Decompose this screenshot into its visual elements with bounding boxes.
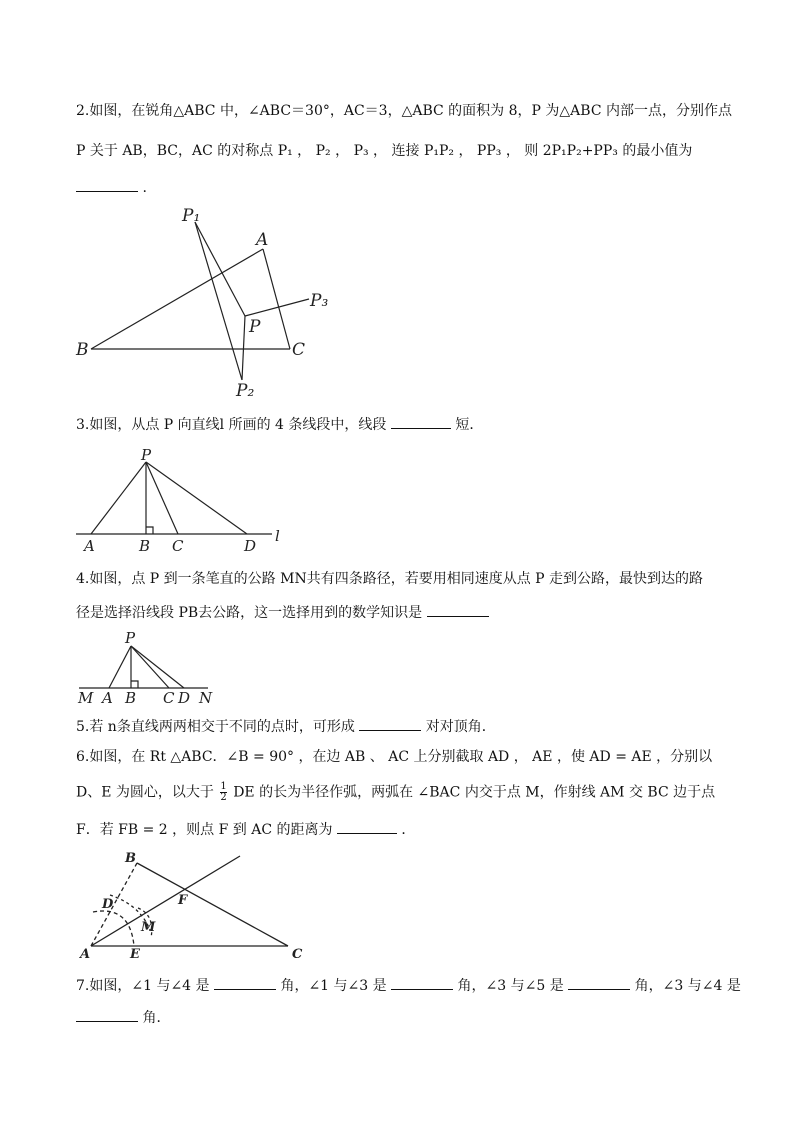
q5-text-before: 5.若 n条直线两两相交于不同的点时，可形成	[76, 719, 355, 735]
q4-line-2-text: 径是选择沿线段 PB去公路，这一选择用到的数学知识是	[76, 605, 423, 621]
q7-answer-blank-3[interactable]	[568, 975, 630, 990]
q2-label-b: B	[76, 340, 89, 360]
q6-label-f: F	[178, 893, 188, 908]
q7-answer-blank-4[interactable]	[76, 1007, 138, 1022]
q3-text-after: 短．	[455, 417, 484, 433]
q7-text-4: 角，∠3 与∠4 是	[634, 978, 741, 994]
q3-label-p: P	[141, 446, 152, 464]
q4-label-c: C	[163, 689, 175, 707]
q4-label-m: M	[78, 689, 94, 707]
q6-line-3-b: ．	[401, 822, 416, 838]
q7-text-1: 7.如图，∠1 与∠4 是	[76, 978, 210, 994]
q6-line-2-a: D、E 为圆心，以大于	[76, 784, 214, 801]
q7-answer-blank-2[interactable]	[391, 975, 453, 990]
q2-label-p: P	[249, 317, 261, 337]
q6-label-e: E	[130, 947, 140, 962]
q3-label-a: A	[84, 537, 95, 555]
q6-line-3-a: F．若 FB = 2 ，则点 F 到 AC 的距离为	[76, 822, 333, 838]
q7-answer-blank-1[interactable]	[214, 975, 276, 990]
q3-text-before: 3.如图，从点 P 向直线l 所画的 4 条线段中，线段	[76, 417, 387, 433]
q7-text-2: 角，∠1 与∠3 是	[280, 978, 387, 994]
q6-ray-am	[91, 856, 240, 946]
q6-fraction-numerator: 1	[220, 781, 227, 792]
q3-label-b: B	[139, 537, 151, 555]
q4-label-d: D	[178, 689, 191, 707]
q7-line-1	[76, 975, 741, 996]
q6-segment-ab-dashed	[91, 863, 137, 946]
q6-label-a: A	[80, 947, 91, 962]
q3-label-c: C	[172, 537, 184, 555]
q2-label-p3: P₃	[310, 291, 329, 311]
q4-label-p: P	[125, 629, 136, 647]
q2-label-p2: P₂	[236, 381, 255, 401]
q6-label-m: M	[141, 920, 156, 935]
q7-text-3: 角，∠3 与∠5 是	[457, 978, 564, 994]
q2-label-p1: P₁	[182, 206, 201, 226]
q6-line-2-b: DE 的长为半径作弧，两弧在 ∠BAC 内交于点 M，作射线 AM 交 BC 边于点	[233, 784, 716, 801]
q4-label-b: B	[125, 689, 137, 707]
q3-label-d: D	[244, 537, 257, 555]
q2-line-1: 2.如图，在锐角△ABC 中，∠ABC＝30°，AC＝3，△ABC 的面积为 8，P 为△ABC 内部一点，分别作点	[76, 103, 732, 119]
q2-label-a: A	[256, 230, 269, 250]
q7-line-2	[76, 1007, 721, 1028]
q5-text-after: 对对顶角．	[425, 719, 496, 735]
q4-label-n: N	[199, 689, 213, 707]
q6-label-c: C	[292, 947, 303, 962]
q2-label-c: C	[292, 340, 306, 360]
q7-line-2-end: 角．	[142, 1010, 171, 1026]
q3-label-l: l	[275, 527, 280, 545]
q6-fraction-denominator: 2	[220, 792, 227, 803]
q6-label-d: D	[102, 897, 114, 912]
q2-line-2: P 关于 AB，BC，AC 的对称点 P₁ ， P₂ ， P₃ ， 连接 P₁P₂ ， PP₃ ， 则 2P₁P₂+PP₃ 的最小值为	[76, 143, 693, 159]
q2-line-3-end: .	[142, 180, 147, 196]
q4-line-1: 4.如图，点 P 到一条笔直的公路 MN共有四条路径，若要用相同速度从点 P 走到公路，最快到达的路	[76, 571, 704, 587]
q6-line-1: 6.如图，在 Rt △ABC．∠B = 90° ，在边 AB 、 AC 上分别截取 AD ， AE ，使 AD = AE ，分别以	[76, 749, 713, 765]
q6-label-b: B	[125, 851, 136, 866]
q4-label-a: A	[102, 689, 113, 707]
